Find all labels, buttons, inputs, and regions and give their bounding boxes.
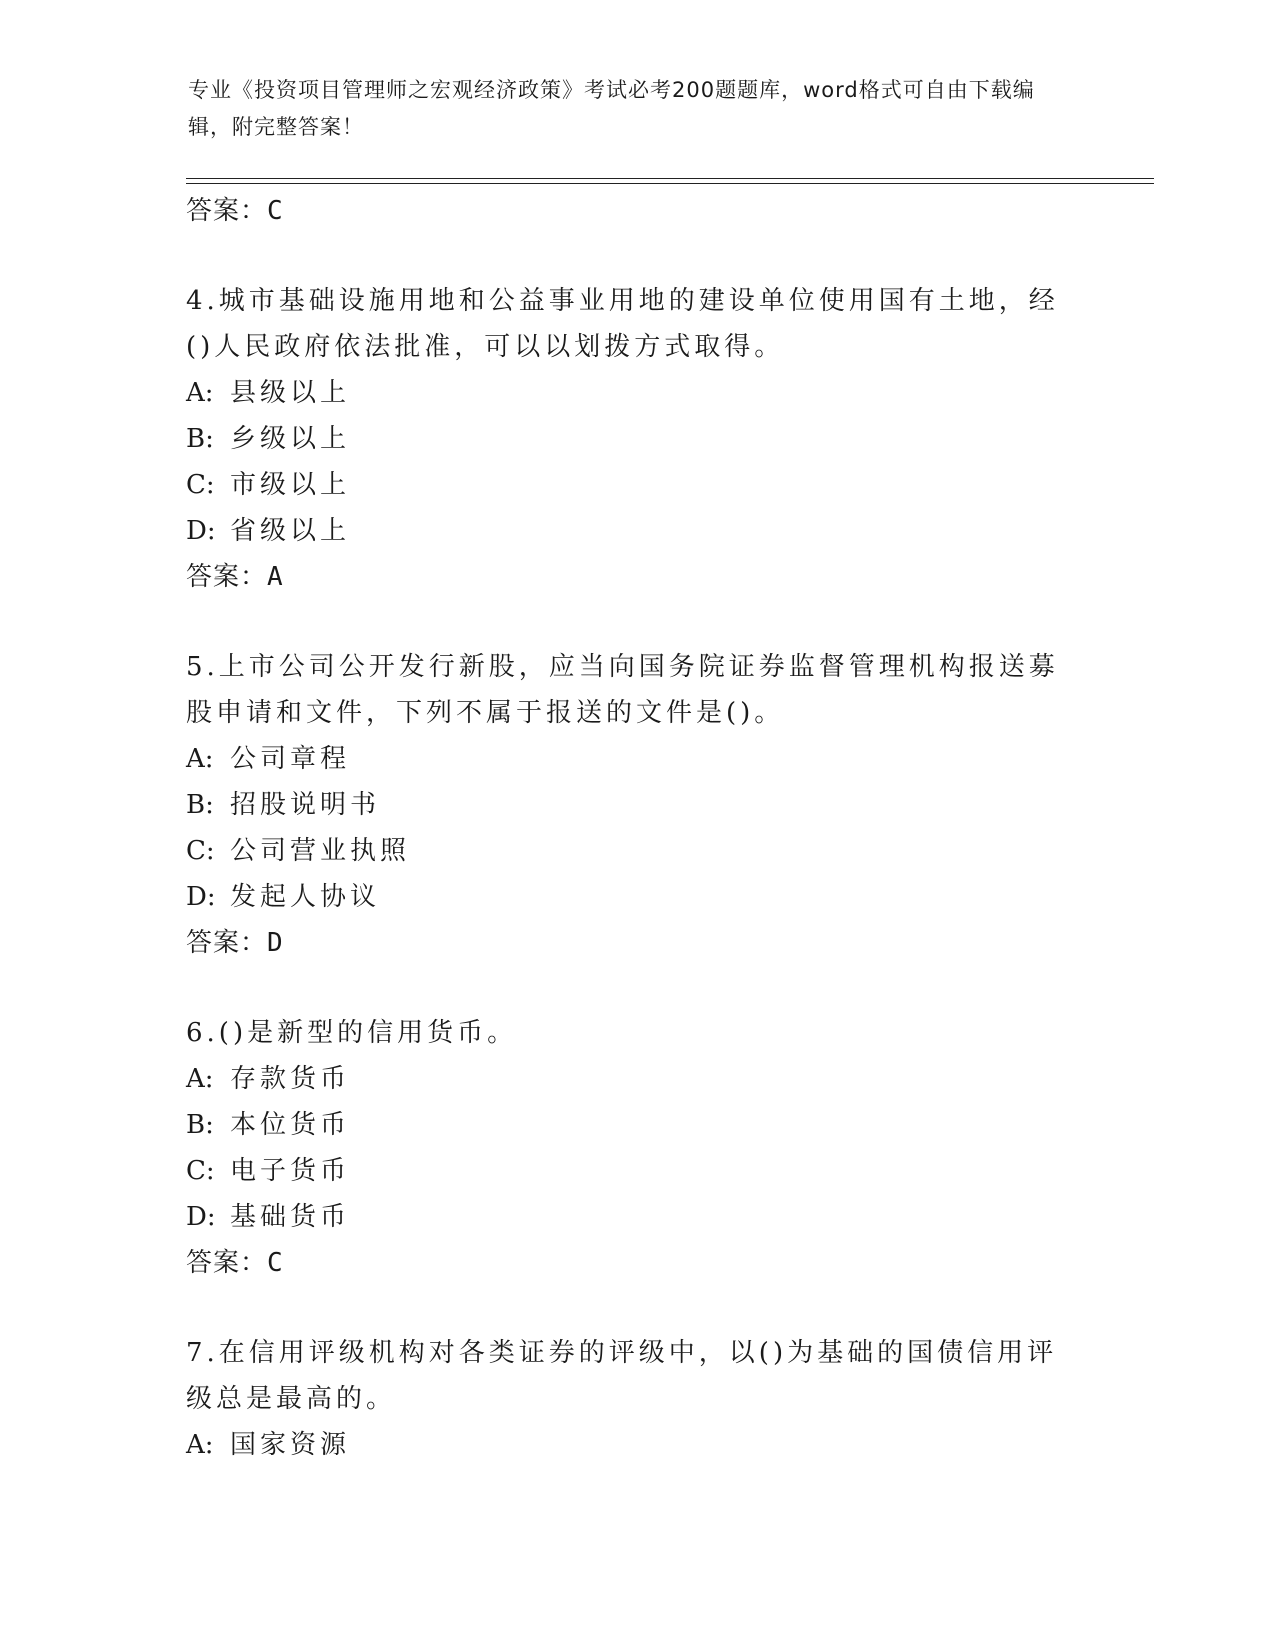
option-a (186, 736, 1086, 782)
option-d (186, 1194, 1086, 1240)
option-text: 市级以上 (230, 470, 351, 500)
answer-label: 答案： (186, 928, 268, 958)
option-letter: C: (186, 470, 215, 500)
option-text: 电子货币 (230, 1156, 351, 1186)
answer-value: C (267, 1248, 284, 1278)
option-text: 省级以上 (230, 516, 351, 546)
option-c (186, 1148, 1086, 1194)
option-c (186, 462, 1086, 508)
option-letter: B: (186, 790, 214, 820)
option-letter: B: (186, 424, 214, 454)
header-rule-top (186, 178, 1154, 179)
answer-label: 答案： (186, 196, 268, 226)
option-letter: A: (186, 1064, 214, 1094)
option-text: 乡级以上 (230, 424, 351, 454)
option-b (186, 416, 1086, 462)
answer-label: 答案： (186, 562, 268, 592)
answer-value: C (267, 196, 284, 226)
option-b (186, 782, 1086, 828)
option-text: 本位货币 (230, 1110, 351, 1140)
option-text: 国家资源 (230, 1430, 351, 1460)
answer-value: D (267, 928, 284, 958)
answer-value: A (267, 562, 284, 592)
question-block (186, 1330, 1086, 1468)
option-a (186, 1056, 1086, 1102)
option-letter: D: (186, 1202, 216, 1232)
option-letter: C: (186, 1156, 215, 1186)
option-text: 存款货币 (230, 1064, 351, 1094)
option-letter: C: (186, 836, 215, 866)
option-letter: D: (186, 882, 216, 912)
option-a (186, 370, 1086, 416)
option-a (186, 1422, 1086, 1468)
answer-line (186, 554, 1086, 600)
header-rule-bottom (186, 183, 1154, 184)
question-text: 5.上市公司公开发行新股，应当向国务院证券监督管理机构报送募股申请和文件，下列不属于报送的文件是()。 (186, 652, 1059, 728)
answer-label: 答案： (186, 1248, 268, 1278)
question-text: 4.城市基础设施用地和公益事业用地的建设单位使用国有土地，经()人民政府依法批准，可以以划拨方式取得。 (186, 286, 1059, 362)
option-letter: A: (186, 378, 214, 408)
option-d (186, 874, 1086, 920)
option-letter: D: (186, 516, 216, 546)
option-b (186, 1102, 1086, 1148)
option-c (186, 828, 1086, 874)
option-letter: A: (186, 1430, 214, 1460)
option-text: 招股说明书 (230, 790, 381, 820)
answer-line (186, 920, 1086, 966)
question-block (186, 278, 1086, 600)
option-text: 县级以上 (230, 378, 351, 408)
option-d (186, 508, 1086, 554)
question-text: 6.()是新型的信用货币。 (186, 1018, 518, 1048)
document-header: 专业《投资项目管理师之宏观经济政策》考试必考200题题库，word格式可自由下载编辑，附完整答案！ (188, 78, 1035, 139)
question-text: 7.在信用评级机构对各类证券的评级中，以()为基础的国债信用评级总是最高的。 (186, 1338, 1058, 1414)
question-list (186, 188, 1086, 1468)
option-text: 基础货币 (230, 1202, 351, 1232)
option-text: 发起人协议 (230, 882, 381, 912)
option-text: 公司营业执照 (230, 836, 411, 866)
option-letter: A: (186, 744, 214, 774)
answer-line (186, 1240, 1086, 1286)
option-letter: B: (186, 1110, 214, 1140)
option-text: 公司章程 (230, 744, 351, 774)
question-block (186, 1010, 1086, 1286)
question-block (186, 644, 1086, 966)
answer-line (186, 188, 1086, 234)
